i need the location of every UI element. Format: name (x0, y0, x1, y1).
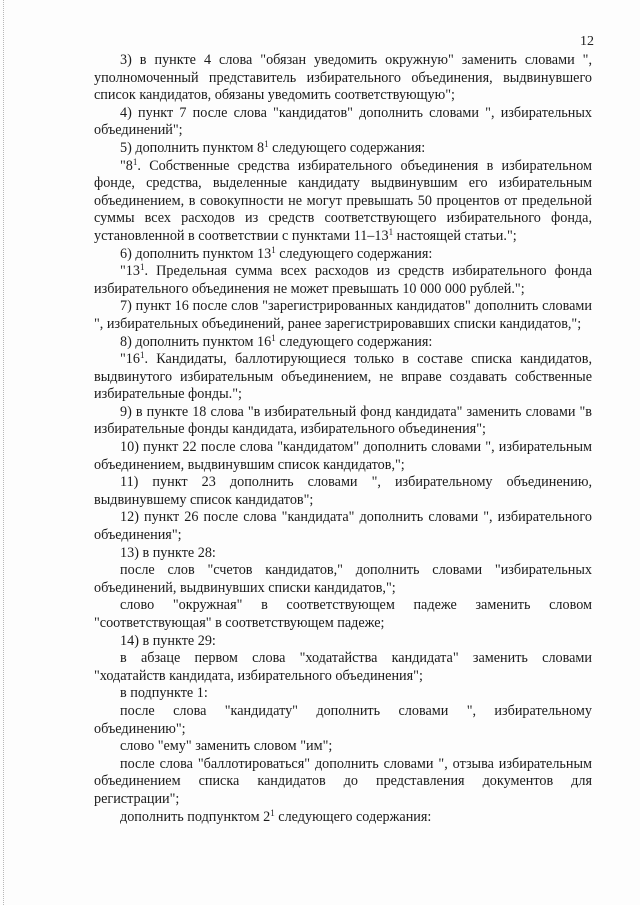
paragraph (94, 756, 592, 809)
paragraph (94, 545, 592, 563)
text-run: 4) пункт 7 после слова "кандидатов" дополнить словами ", избирательных объединений"; (94, 104, 592, 139)
superscript: 1 (139, 350, 145, 361)
paragraph (94, 562, 592, 597)
paragraph (94, 52, 592, 105)
text-run: следующего содержания: (268, 139, 426, 156)
scan-edge-line (3, 0, 5, 905)
text-run: . Кандидаты, баллотирующиеся только в составе списка кандидатов, выдвинутого избирательным объединением, не вправе создавать собственные избирательные фонды."; (94, 351, 592, 403)
text-run: 6) дополнить пунктом 13 (120, 245, 272, 262)
text-run: в абзаце первом слова "ходатайства кандидата" заменить словами "ходатайств кандидата, избирательного объединения"; (94, 650, 592, 684)
paragraph (94, 509, 592, 544)
paragraph (94, 738, 592, 756)
paragraph (94, 351, 592, 404)
text-run: 11) пункт 23 дополнить словами ", избирательному объединению, выдвинувшему список кандидатов"; (94, 474, 592, 508)
paragraph (94, 404, 592, 439)
text-run: 5) дополнить пунктом 8 (120, 139, 265, 156)
text-run: "8 (120, 157, 133, 174)
paragraph (94, 474, 592, 509)
superscript: 1 (388, 226, 394, 237)
superscript: 1 (264, 138, 269, 149)
text-run: . Собственные средства избирательного объединения в избирательном фонде, средства, выделенные кандидату выдвинувшим его избирательным объединением, в совокупности не могут превышать 50 процентов от предельной суммы всех расходов из средств соответствующего избирательного фонда, установленной в соответствии с пунктами 11–13 (94, 157, 592, 244)
paragraph (94, 685, 592, 703)
text-run: 14) в пункте 29: (120, 632, 216, 649)
text-run: 8) дополнить пунктом 16 (120, 333, 272, 350)
text-run: слово "окружная" в соответствующем падеже заменить словом "соответствующая" в соответствующем падеже; (94, 597, 592, 631)
text-run: в подпункте 1: (120, 685, 208, 702)
paragraph (94, 334, 592, 352)
paragraph (94, 439, 592, 474)
text-run: следующего содержания: (274, 808, 432, 825)
text-run: . Предельная сумма всех расходов из средств избирательного фонда избирательного объединения не может превышать 10 000 000 рублей."; (94, 263, 592, 297)
text-run: 10) пункт 22 после слова "кандидатом" дополнить словами ", избирательным объединением, выдвинувшим список кандидатов,"; (94, 439, 592, 473)
superscript: 1 (271, 332, 276, 343)
text-run: 12) пункт 26 после слова "кандидата" дополнить словами ", избирательного объединения"; (94, 509, 592, 544)
text-run: после слова "кандидату" дополнить словами ", избирательному объединению"; (94, 702, 592, 737)
paragraph (94, 633, 592, 651)
paragraph (94, 263, 592, 298)
text-run: настоящей статьи."; (393, 227, 517, 244)
text-run: "13 (120, 263, 140, 280)
superscript: 1 (271, 244, 276, 255)
document-body (94, 52, 592, 826)
text-run: после слова "баллотироваться" дополнить словами ", отзыва избирательным объединением списка кандидатов до представления документов для регистрации"; (94, 755, 592, 807)
text-run: 9) в пункте 18 слова "в избирательный фонд кандидата" заменить словами "в избирательные фонды кандидата, избирательного объединения"; (94, 403, 592, 438)
superscript: 1 (139, 262, 145, 273)
paragraph (94, 246, 592, 264)
paragraph (94, 650, 592, 685)
text-run: 7) пункт 16 после слов "зарегистрированных кандидатов" дополнить словами ", избирательных объединений, ранее зарегистрировавших списки кандидатов,"; (94, 298, 592, 332)
paragraph (94, 597, 592, 632)
text-run: 13) в пункте 28: (120, 544, 216, 561)
text-run: следующего содержания: (275, 245, 433, 262)
text-run: дополнить подпунктом 2 (120, 808, 271, 825)
paragraph (94, 140, 592, 158)
text-run: следующего содержания: (275, 333, 433, 350)
text-run: "16 (120, 351, 140, 368)
paragraph (94, 158, 592, 246)
paragraph (94, 105, 592, 140)
superscript: 1 (270, 807, 275, 818)
text-run: 3) в пункте 4 слова "обязан уведомить окружную" заменить словами ", уполномоченный представитель избирательного объединения, выдвинувшего список кандидатов, обязаны уведомить соответствующую"; (94, 52, 592, 104)
paragraph (94, 703, 592, 738)
paragraph (94, 298, 592, 333)
paragraph (94, 809, 592, 827)
page-number: 12 (580, 34, 594, 49)
text-run: слово "ему" заменить словом "им"; (120, 738, 333, 755)
superscript: 1 (132, 156, 138, 167)
text-run: после слов "счетов кандидатов," дополнить словами "избирательных объединений, выдвинувших списки кандидатов,"; (94, 562, 592, 596)
